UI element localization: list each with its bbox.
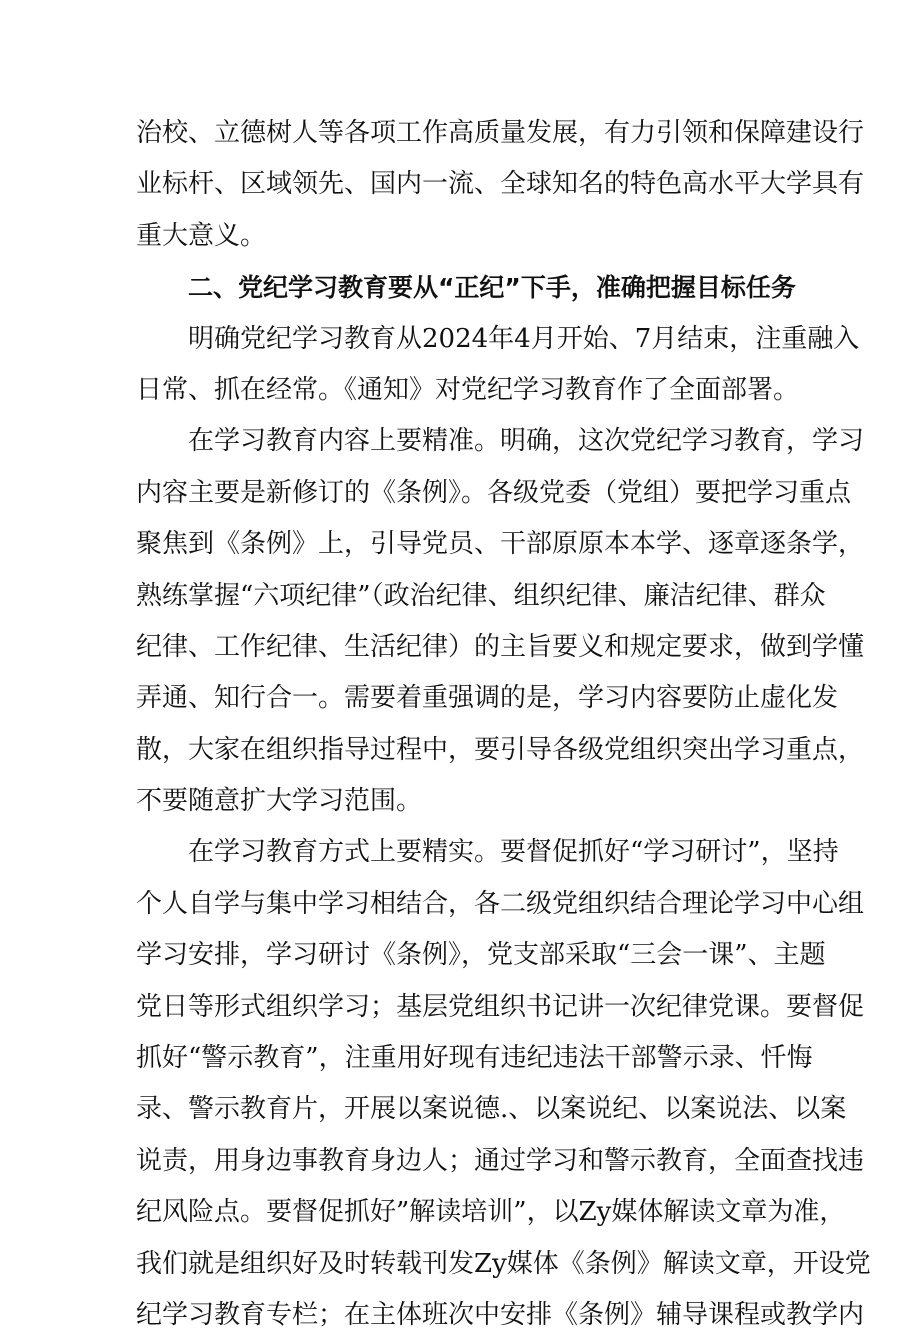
- text-line: 抓好“警示教育”，注重用好现有违纪违法干部警示录、忏悔: [136, 1043, 813, 1074]
- heading-line: 二、党纪学习教育要从“正纪”下手，准确把握目标任务: [188, 273, 796, 303]
- document-body: [136, 108, 871, 1341]
- text-line: 纪风险点。要督促抓好”解读培训”，以Zy媒体解读文章为准，: [136, 1197, 846, 1228]
- text-line: 散，大家在组织指导过程中，要引导各级党组织突出学习重点，: [136, 734, 865, 765]
- text-line: 说责，用身边事教育身边人；通过学习和警示教育，全面查找违: [136, 1145, 865, 1176]
- text-line: 弄通、知行合一。需要着重强调的是，学习内容要防止虚化发: [136, 683, 839, 714]
- text-line: 纪学习教育专栏；在主体班次中安排《条例》辅导课程或教学内: [136, 1299, 865, 1330]
- text-line: 学习安排，学习研讨《条例》，党支部采取“三会一课”、主题: [136, 940, 826, 971]
- section-heading: [136, 262, 796, 313]
- text-line: 个人自学与集中学习相结合，各二级党组织结合理论学习中心组: [136, 888, 865, 919]
- text-line: 内容主要是新修订的《条例》。各级党委（党组）要把学习重点: [136, 477, 852, 508]
- text-line: 熟练掌握“六项纪律”（政治纪律、组织纪律、廉洁纪律、群众: [136, 580, 826, 611]
- paragraph-p2: [136, 314, 860, 417]
- text-line: 我们就是组织好及时转载刊发Zy媒体《条例》解读文章，开设党: [136, 1248, 871, 1279]
- paragraph-p1: [136, 108, 865, 262]
- paragraph-p3: [136, 416, 865, 827]
- text-line: 录、警示教育片，开展以案说德.、以案说纪、以案说法、以案: [136, 1094, 847, 1125]
- text-line: 在学习教育内容上要精准。明确，这次党纪学习教育，学习: [188, 426, 865, 457]
- text-line: 明确党纪学习教育从2024年4月开始、7月结束，注重融入: [188, 323, 860, 354]
- text-line: 在学习教育方式上要精实。要督促抓好“学习研讨”，坚持: [188, 837, 839, 868]
- text-line: 不要随意扩大学习范围。: [136, 786, 423, 817]
- text-line: 纪律、工作纪律、生活纪律）的主旨要义和规定要求，做到学懂: [136, 631, 865, 662]
- text-line: 业标杆、区域领先、国内一流、全球知名的特色高水平大学具有: [136, 169, 865, 200]
- text-line: 治校、立德树人等各项工作高质量发展，有力引领和保障建设行: [136, 118, 865, 148]
- text-line: 党日等形式组织学习；基层党组织书记讲一次纪律党课。要督促: [136, 991, 865, 1022]
- text-line: 日常、抓在经常。《通知》对党纪学习教育作了全面部署。: [136, 374, 800, 405]
- text-line: 聚焦到《条例》上，引导党员、干部原原本本学、逐章逐条学，: [136, 529, 865, 560]
- paragraph-p4: [136, 827, 871, 1341]
- text-line: 重大意义。: [136, 220, 267, 251]
